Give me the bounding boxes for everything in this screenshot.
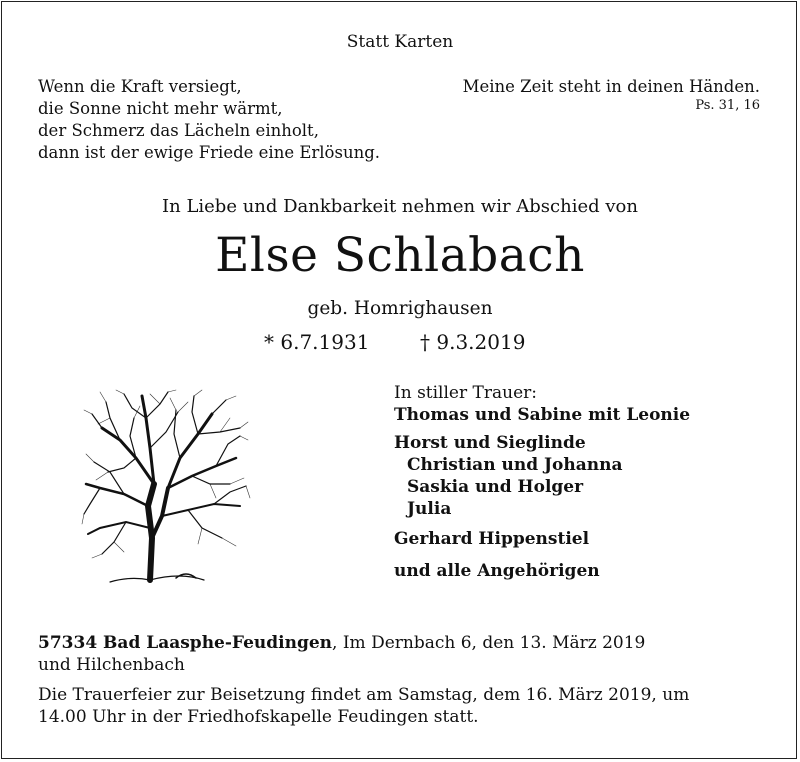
death-date: † 9.3.2019 <box>420 330 526 354</box>
funeral-info-line: 14.00 Uhr in der Friedhofskapelle Feudingen statt. <box>38 707 479 727</box>
verse-left-line: der Schmerz das Lächeln einholt, <box>38 121 319 140</box>
address-date: , Im Dernbach 6, den 13. März 2019 <box>332 633 646 653</box>
funeral-info-line: Die Trauerfeier zur Beisetzung findet am Samstag, dem 16. März 2019, um <box>38 685 690 705</box>
place-name: 57334 Bad Laasphe-Feudingen <box>38 633 333 653</box>
mourners-heading: In stiller Trauer: <box>394 383 537 403</box>
intro-line: In Liebe und Dankbarkeit nehmen wir Abschied von <box>162 196 638 217</box>
mourner-child: Saskia und Holger <box>407 477 584 497</box>
mourner-child: Christian und Johanna <box>407 455 623 475</box>
verse-right <box>463 76 760 114</box>
place-line-2: und Hilchenbach <box>38 655 185 675</box>
mourners-block <box>394 382 690 582</box>
verse-left-line: die Sonne nicht mehr wärmt, <box>38 99 283 118</box>
mourner-family: Gerhard Hippenstiel <box>394 529 590 549</box>
mourner-family: Horst und Sieglinde <box>394 433 586 453</box>
mourner-family: Thomas und Sabine mit Leonie <box>394 405 691 425</box>
verse-left-line: Wenn die Kraft versiegt, <box>38 77 242 96</box>
birth-date: * 6.7.1931 <box>264 330 370 354</box>
footer <box>38 632 689 728</box>
deceased-name: Else Schlabach <box>215 228 585 283</box>
bible-quote: Meine Zeit steht in deinen Händen. <box>462 77 760 96</box>
bible-reference: Ps. 31, 16 <box>695 98 760 113</box>
place-date-line <box>38 632 689 654</box>
verse-left-line: dann ist der ewige Friede eine Erlösung. <box>38 143 381 162</box>
mourner-child: Julia <box>407 499 452 519</box>
header-statt-karten: Statt Karten <box>346 32 454 52</box>
mourners-others: und alle Angehörigen <box>394 561 600 581</box>
maiden-name: geb. Homrighausen <box>307 298 493 319</box>
tree-icon <box>80 388 252 594</box>
verse-left <box>38 76 380 164</box>
